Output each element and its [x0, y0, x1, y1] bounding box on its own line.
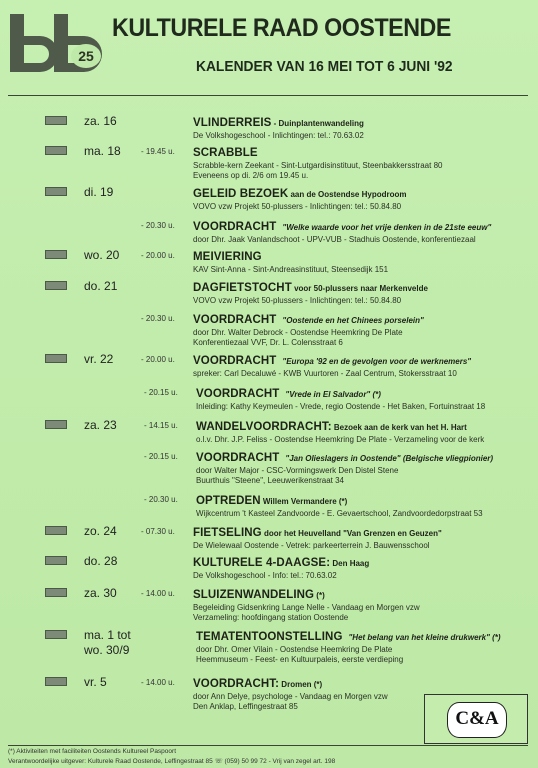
page-title: KULTURELE RAAD OOSTENDE — [112, 14, 451, 42]
entry-details — [193, 113, 364, 141]
entry-description: door Walter Major - CSC-Vormingswerk Den Distel Stene — [196, 466, 399, 475]
entry-details — [196, 384, 485, 412]
entry-subtitle: "Vrede in El Salvador" (*) — [285, 390, 381, 399]
entry-day: ma. 1 tot — [84, 628, 131, 642]
entry-description: o.l.v. Dhr. J.P. Feliss - Oostendse Heemkring De Plate - Verzameling voor de kerk — [196, 435, 485, 444]
entry-title: SCRABBLE — [193, 147, 258, 159]
entry-title: MEIVIERING — [193, 251, 262, 263]
entry-title: VOORDRACHT: — [193, 678, 280, 690]
entry-details — [193, 523, 442, 551]
entry-subtitle: voor 50-plussers naar Merkenvelde — [291, 284, 428, 293]
entry-day: wo. 20 — [84, 248, 120, 262]
entry-marker-icon — [45, 354, 67, 363]
entry-marker-icon — [45, 146, 67, 155]
entry-details — [196, 417, 484, 445]
entry-description: Heemmuseum - Feest- en Kultuurpaleis, eerste verdieping — [196, 655, 404, 664]
entry-time: - 14.00 u. — [141, 678, 175, 687]
entry-time: - 20.00 u. — [141, 355, 175, 364]
entry-day: di. 19 — [84, 185, 114, 199]
entry-description: Konferentiezaal VVF, Dr. L. Colensstraat 6 — [193, 338, 343, 347]
entry-time: - 20.15 u. — [144, 388, 178, 397]
entry-time: - 20.30 u. — [144, 495, 178, 504]
entry-time: - 14.15 u. — [144, 421, 178, 430]
entry-description: Buurthuis "Steene", Leeuwerikenstraat 34 — [196, 476, 344, 485]
entry-title: WANDELVOORDRACHT: — [196, 421, 332, 433]
entry-day: za. 16 — [84, 114, 117, 128]
entry-time: - 07.30 u. — [141, 527, 175, 536]
entry-details — [193, 247, 388, 275]
entry-time: - 20.30 u. — [141, 221, 175, 230]
entry-description: Begeleiding Gidsenkring Lange Nelle - Vandaag en Morgen vzw — [193, 603, 420, 612]
entry-description: Inleiding: Kathy Keymeulen - Vrede, regio Oostende - Het Baken, Fortuinstraat 18 — [196, 402, 486, 411]
entry-details — [193, 553, 369, 581]
entry-day: ma. 18 — [84, 144, 121, 158]
entry-subtitle: Den Haag — [330, 559, 370, 568]
sponsor-logo-box — [424, 694, 528, 744]
entry-description: Scrabble-kern Zeekant - Sint-Lutgardisinstituut, Steenbakkersstraat 80 — [193, 161, 443, 170]
entry-description: Verzameling: hoofdingang station Oostende — [193, 613, 349, 622]
entry-title: FIETSELING — [193, 527, 262, 539]
footer-divider — [8, 745, 528, 746]
entry-description: Den Anklap, Leffingestraat 85 — [193, 702, 298, 711]
entry-details — [193, 278, 428, 306]
entry-description: KAV Sint-Anna - Sint-Andreasinstituut, Steensedijk 151 — [193, 265, 389, 274]
entry-day: za. 30 — [84, 586, 117, 600]
entry-description: door Dhr. Omer Vilain - Oostendse Heemkring De Plate — [196, 645, 393, 654]
entry-description: VOVO vzw Projekt 50-plussers - Inlichtingen: tel.: 50.84.80 — [193, 296, 402, 305]
entry-title: DAGFIETSTOCHT — [193, 282, 292, 294]
entry-marker-icon — [45, 526, 67, 535]
entry-details — [196, 448, 493, 486]
entry-subtitle: - Duinplantenwandeling — [271, 119, 364, 128]
entry-details — [193, 674, 388, 712]
entry-details — [193, 184, 406, 212]
page-subtitle: KALENDER VAN 16 MEI TOT 6 JUNI '92 — [196, 58, 453, 75]
entry-title: VOORDRACHT — [196, 388, 280, 400]
entry-subtitle: aan de Oostendse Hypodroom — [288, 190, 407, 199]
entry-day: za. 23 — [84, 418, 117, 432]
entry-day: vr. 22 — [84, 352, 114, 366]
entry-title: VOORDRACHT — [196, 452, 280, 464]
entry-description: De Volkshogeschool - Info: tel.: 70.63.02 — [193, 571, 337, 580]
entry-details — [193, 351, 471, 379]
entry-marker-icon — [45, 116, 67, 125]
entry-time: - 20.15 u. — [144, 452, 178, 461]
entry-details — [196, 491, 483, 519]
entry-description: De Volkshogeschool - Inlichtingen: tel.: 70.63.02 — [193, 131, 364, 140]
entry-description: De Wielewaal Oostende - Vetrek: parkeerterrein J. Bauwensschool — [193, 541, 430, 550]
entry-time: - 20.30 u. — [141, 314, 175, 323]
entry-marker-icon — [45, 281, 67, 290]
entry-marker-icon — [45, 677, 67, 686]
entry-subtitle: "Europa '92 en de gevolgen voor de werknemers" — [282, 357, 472, 366]
entry-subtitle: (*) — [314, 591, 325, 600]
entry-details — [196, 627, 501, 665]
entry-subtitle: "Welke waarde voor het vrije denken in de 21ste eeuw" — [282, 223, 492, 232]
entry-day: vr. 5 — [84, 675, 107, 689]
entry-description: door Dhr. Jaak Vanlandschoot - UPV-VUB - Stadhuis Oostende, konferentiezaal — [193, 235, 476, 244]
footer-note: (*) Aktiviteiten met faciliteiten Oostends Kultureel Paspoort — [8, 748, 176, 755]
entry-marker-icon — [45, 630, 67, 639]
entry-description: door Dhr. Walter Debrock - Oostendse Heemkring De Plate — [193, 328, 403, 337]
entry-details — [193, 143, 442, 181]
entry-marker-icon — [45, 187, 67, 196]
entry-marker-icon — [45, 588, 67, 597]
entry-subtitle: "Het belang van het kleine drukwerk" (*) — [348, 633, 501, 642]
entry-details — [193, 217, 491, 245]
entry-description: Eveneens op di. 2/6 om 19.45 u. — [193, 171, 309, 180]
kulturele-raad-logo — [10, 10, 104, 72]
entry-day-end: wo. 30/9 — [84, 643, 130, 657]
entry-title: SLUIZENWANDELING — [193, 589, 315, 601]
entry-subtitle: "Oostende en het Chinees porselein" — [282, 316, 424, 325]
entry-details — [193, 310, 424, 348]
entry-time: - 19.45 u. — [141, 147, 175, 156]
entry-subtitle: Bezoek aan de kerk van het H. Hart — [331, 423, 467, 432]
entry-title: VOORDRACHT — [193, 314, 277, 326]
entry-subtitle: "Jan Olieslagers in Oostende" (Belgische vliegpionier) — [285, 454, 494, 463]
ca-logo: C&A — [447, 702, 507, 738]
entry-title: OPTREDEN — [196, 495, 261, 507]
entry-description: VOVO vzw Projekt 50-plussers - Inlichtingen: tel.: 50.84.80 — [193, 202, 402, 211]
entry-day: do. 28 — [84, 554, 118, 568]
entry-description: Wijkcentrum 't Kasteel Zandvoorde - E. Gevaertschool, Zandvoordedorpstraat 53 — [196, 509, 483, 518]
entry-day: do. 21 — [84, 279, 118, 293]
entry-description: door Ann Delye, psychologe - Vandaag en Morgen vzw — [193, 692, 388, 701]
logo-number: 25 — [71, 44, 101, 68]
entry-title: VOORDRACHT — [193, 355, 277, 367]
entry-title: GELEID BEZOEK — [193, 188, 289, 200]
entry-description: spreker: Carl Decaluwé - KWB Vuurtoren - Zaal Centrum, Stokersstraat 10 — [193, 369, 457, 378]
footer-publisher: Verantwoordelijke uitgever: Kulturele Raad Oostende, Leffingestraat 85 ☏ (059) 50 99 72 - Vrij van zegel art. 198 — [8, 758, 336, 765]
entry-subtitle: Willem Vermandere (*) — [260, 497, 348, 506]
entry-details — [193, 585, 420, 623]
entry-day: zo. 24 — [84, 524, 117, 538]
entry-subtitle: door het Heuvelland "Van Grenzen en Geuzen" — [261, 529, 442, 538]
entry-title: TEMATENTOONSTELLING — [196, 631, 343, 643]
entry-title: VLINDERREIS — [193, 117, 272, 129]
entry-marker-icon — [45, 556, 67, 565]
header-divider — [8, 95, 528, 96]
entry-title: KULTURELE 4-DAAGSE: — [193, 557, 331, 569]
entry-time: - 14.00 u. — [141, 589, 175, 598]
entry-title: VOORDRACHT — [193, 221, 277, 233]
entry-subtitle: Dromen (*) — [279, 680, 323, 689]
entry-time: - 20.00 u. — [141, 251, 175, 260]
entry-marker-icon — [45, 420, 67, 429]
entry-marker-icon — [45, 250, 67, 259]
